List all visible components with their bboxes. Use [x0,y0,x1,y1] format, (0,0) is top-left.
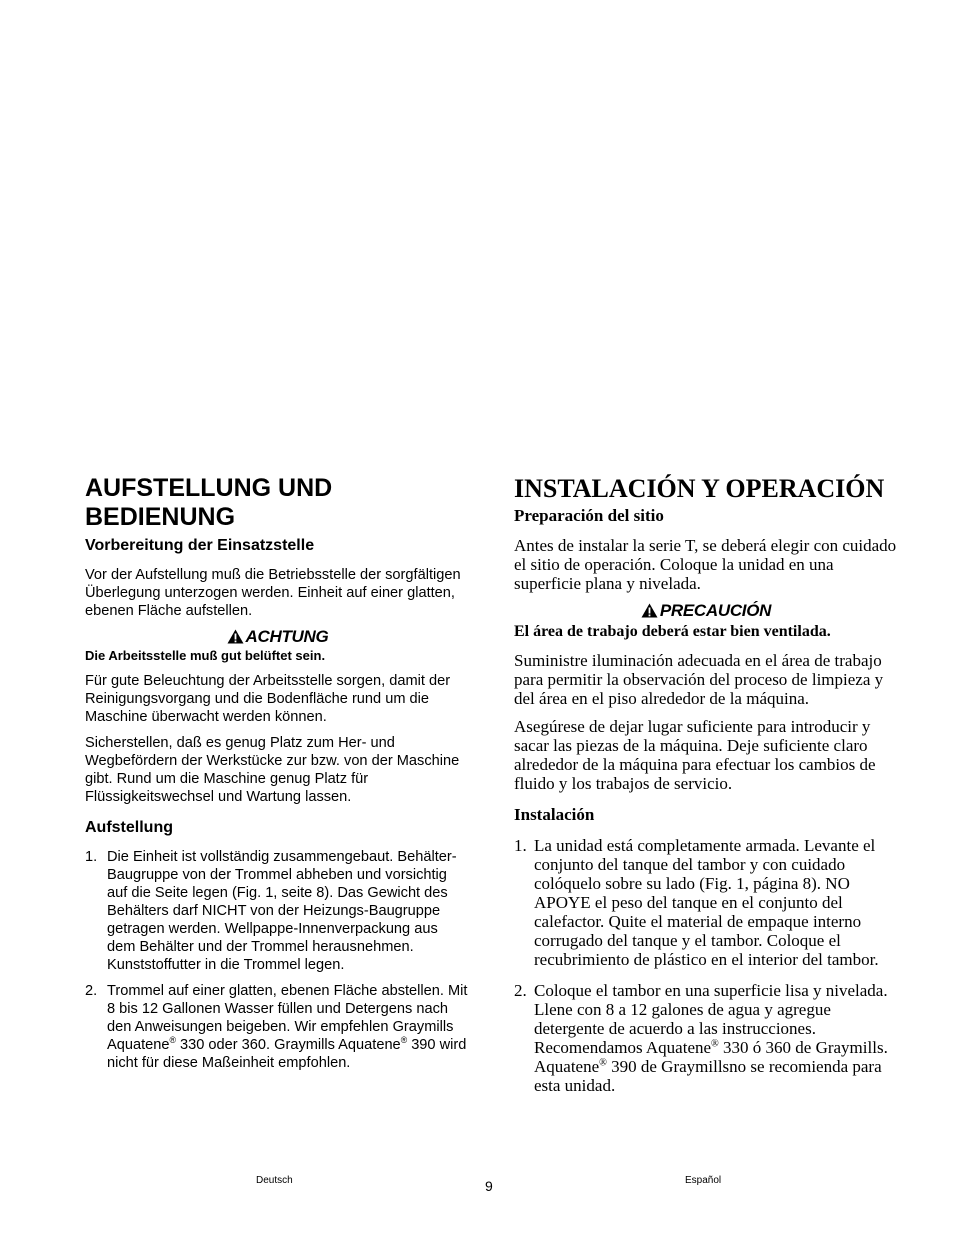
german-step-1-number: 1. [85,849,98,865]
spanish-preparation-paragraph: Antes de instalar la serie T, se deberá elegir con cuidado el sitio de operación. Coloque la unidad en una superficie plana y nivelada. [514,536,897,593]
warning-triangle-icon [227,629,244,644]
german-lighting-paragraph: Für gute Beleuchtung der Arbeitsstelle sorgen, damit der Reinigungsvorgang und die Bodenfläche rund um die Maschine überwacht werden können. [85,673,451,725]
german-space-paragraph: Sicherstellen, daß es genug Platz zum Her- und Wegbefördern der Werkstücke zur bzw. von der Maschine gibt. Rund um die Maschine genug Platz für Flüssigkeitswechsel und Wartung lassen. [85,735,460,805]
footer-language-german: Deutsch [256,1175,293,1186]
registered-mark: ® [599,1057,607,1069]
spanish-step-1 [514,836,898,969]
spanish-space-paragraph: Asegúrese de dejar lugar suficiente para introducir y sacar las piezas de la máquina. Deje suficiente claro alrededor de la máquina para efectuar los cambios de fluido y los trabajos de servicio. [514,717,876,793]
german-section-heading-installation: Aufstellung [85,819,173,836]
spanish-warning-label: PRECAUCIÓN [659,601,772,620]
german-warning-label: ACHTUNG [245,627,329,646]
german-preparation-paragraph: Vor der Aufstellung muß die Betriebsstelle der sorgfältigen Überlegung unterzogen werden. Einheit auf einer glatten, ebenen Fläche aufstellen. [85,567,461,619]
spanish-step-2-number: 2. [514,981,527,1000]
german-column [85,474,470,1072]
warning-triangle-icon [641,603,658,618]
spanish-title: INSTALACIÓN Y OPERACIÓN [514,474,885,503]
footer-language-spanish: Español [685,1175,722,1186]
spanish-column [514,474,898,1095]
page-number: 9 [485,1178,493,1194]
german-warning-header [85,627,470,647]
german-step-2-number: 2. [85,983,98,999]
german-step-2 [85,982,470,1072]
spanish-step-2-text: Coloque el tambor en una superficie lisa y nivelada. Llene con 8 a 12 galones de agua y agregue detergente de acuerdo a las instrucciones. Recomendamos Aquatene® 330 ó 360 de Graymills. Aquatene® 390 de Graymillsno se recomienda para esta unidad. [534,981,888,1095]
german-step-1-text: Die Einheit ist vollständig zusammengebaut. Behälter-Baugruppe von der Trommel abheben und vorsichtig auf die Seite legen (Fig. 1, seite 8). Das Gewicht des Behälters darf NICHT von der Heizungs-Baugruppe getragen werden. Wellpappe-Innenverpackung aus dem Behälter und der Trommel herausnehmen. Kunststoffutter in die Trommel legen. [107,849,457,973]
german-section-heading-preparation: Vorbereitung der Einsatzstelle [85,537,315,554]
spanish-section-heading-installation: Instalación [514,805,595,824]
spanish-warning-header [514,601,898,621]
spanish-step-1-text: La unidad está completamente armada. Levante el conjunto del tanque del tambor y con cuidado colóquelo sobre su lado (Fig. 1, página 8). NO APOYE el peso del tanque en el conjunto del calefactor. Quite el material de empaque interno corrugado del tanque y el tambor. Coloque el recubrimiento de plástico en el interior del tambor. [534,836,879,969]
german-step-1 [85,848,470,974]
german-warning-text: Die Arbeitsstelle muß gut belüftet sein. [85,648,326,663]
spanish-step-1-number: 1. [514,836,527,855]
registered-mark: ® [400,1035,408,1046]
german-title: AUFSTELLUNG UND BEDIENUNG [85,474,333,531]
spanish-section-heading-preparation: Preparación del sitio [514,506,664,525]
registered-mark: ® [711,1038,719,1050]
spanish-steps-list [514,836,898,1095]
registered-mark: ® [169,1035,176,1046]
spanish-step-2 [514,981,898,1095]
spanish-warning-text: El área de trabajo deberá estar bien ventilada. [514,623,831,640]
german-steps-list [85,848,470,1072]
german-step-2-text: Trommel auf einer glatten, ebenen Fläche abstellen. Mit 8 bis 12 Gallonen Wasser füllen und Detergens nach den Anweisungen beigeben. Wir empfehlen Graymills Aquatene® 330 oder 360. Graymills Aquatene® 390 wird nicht für diese Maßeinheit empfohlen. [107,983,468,1071]
spanish-lighting-paragraph: Suministre iluminación adecuada en el área de trabajo para permitir la observación del proceso de limpieza y del área en el piso alrededor de la máquina. [514,651,884,708]
